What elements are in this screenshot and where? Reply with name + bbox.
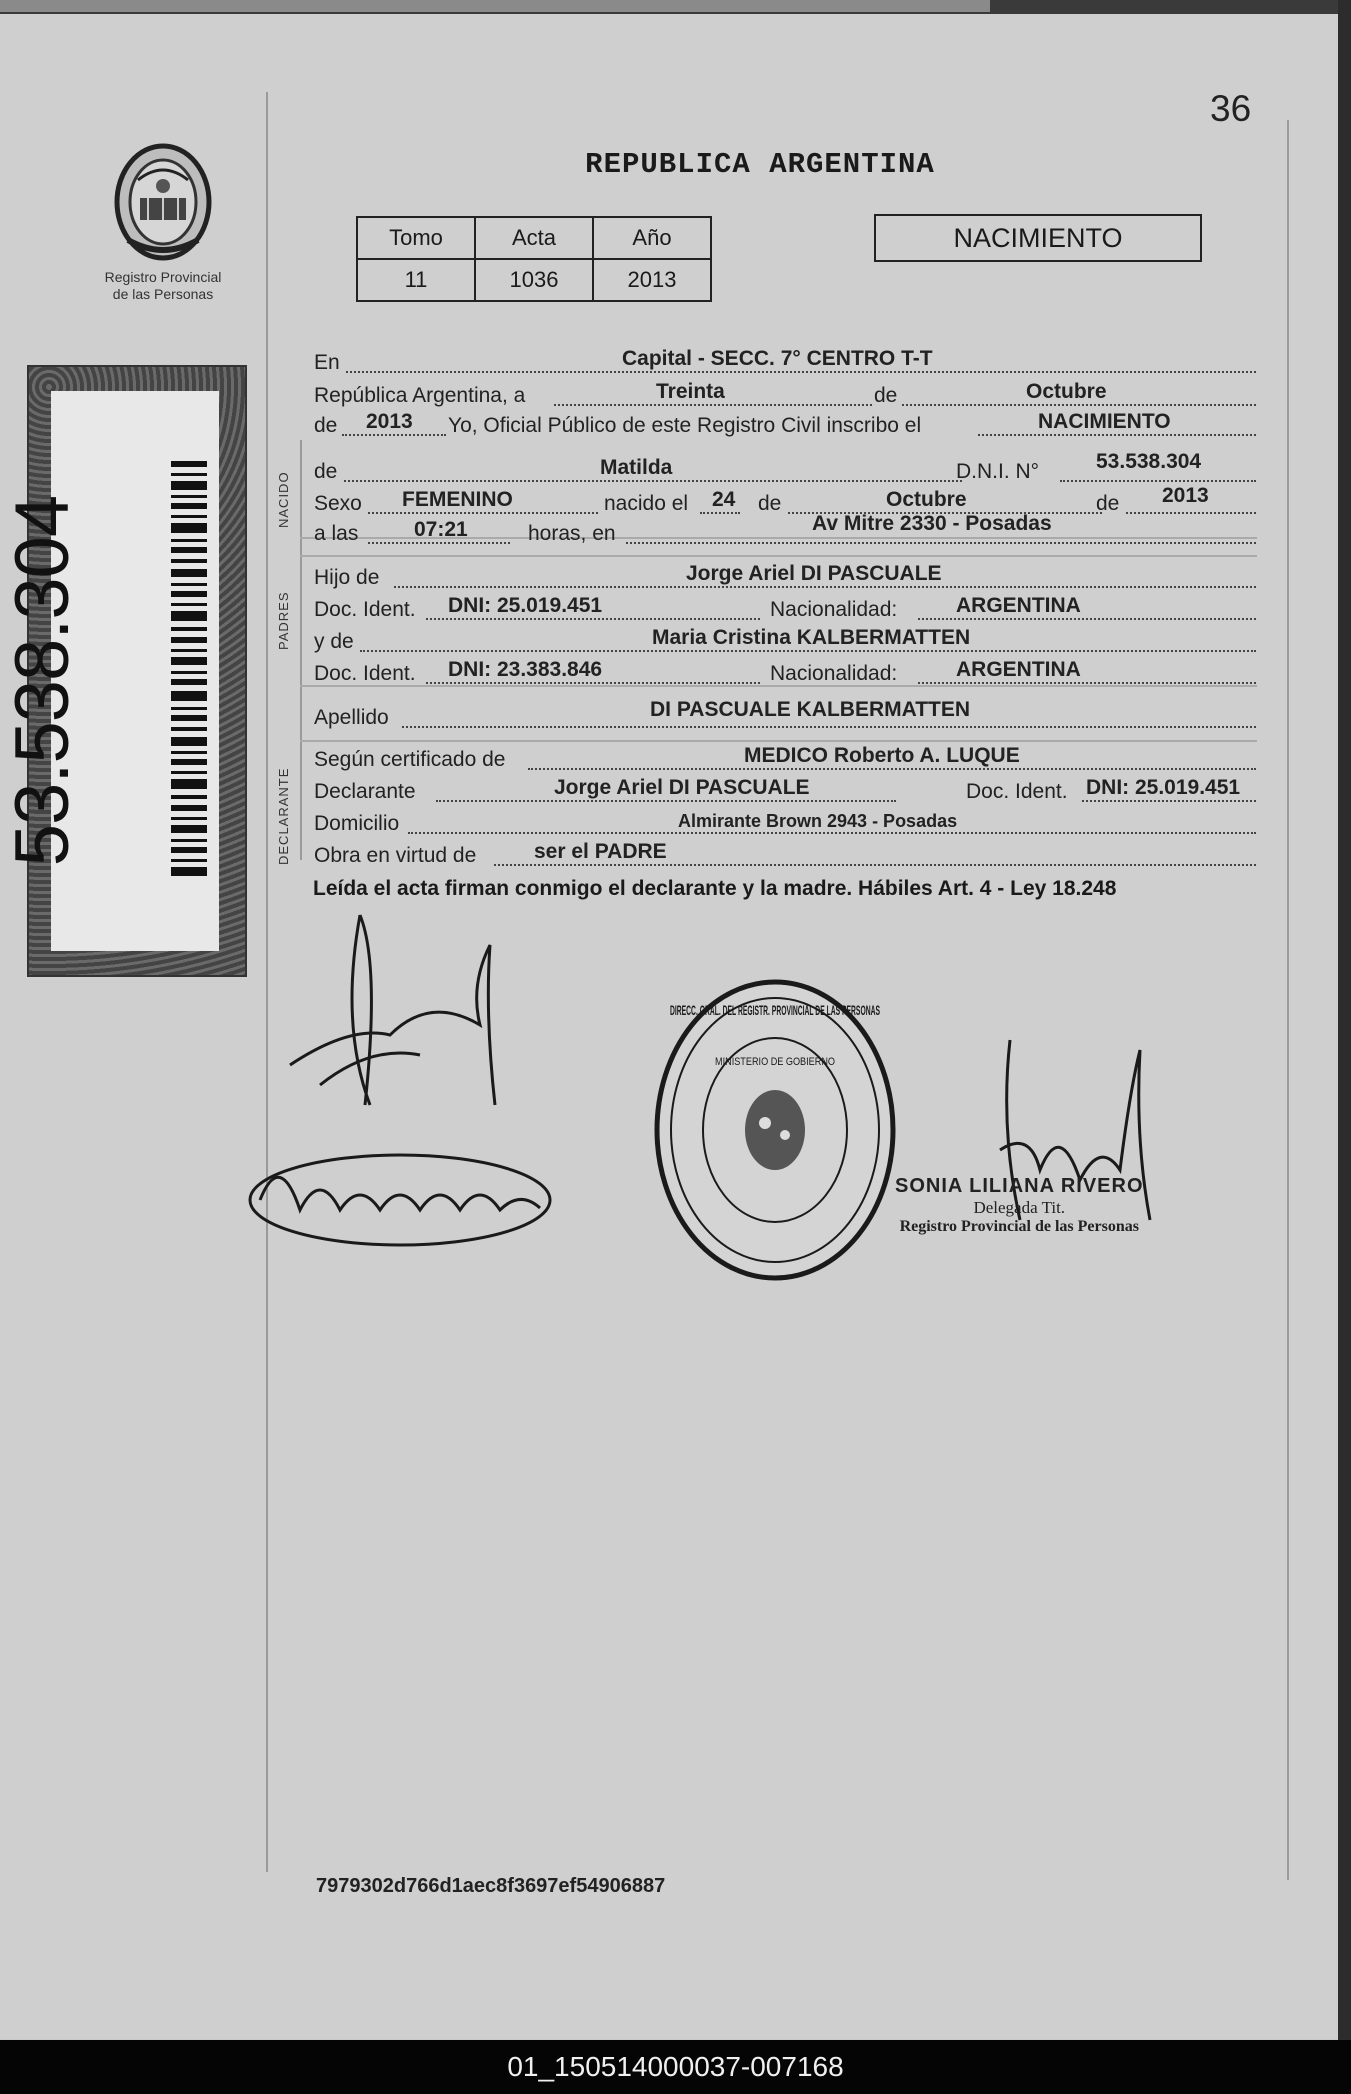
- dotted-line: [494, 864, 1256, 866]
- row-apellido: [314, 700, 1256, 732]
- form-left-line: [300, 440, 302, 860]
- value-nacido-dia: 24: [712, 488, 736, 511]
- barcode-number: 53.538.304: [0, 495, 85, 867]
- dotted-line: [918, 618, 1256, 620]
- label-de: de: [874, 384, 898, 407]
- value-anio: 2013: [593, 259, 711, 301]
- dotted-line: [1126, 512, 1256, 514]
- value-sexo: FEMENINO: [402, 488, 513, 511]
- row-madre: [314, 624, 1256, 656]
- label-doc-padre: Doc. Ident.: [314, 598, 416, 621]
- header-anio: Año: [593, 217, 711, 259]
- row-oficial: [314, 408, 1256, 440]
- registry-logo: [98, 140, 228, 303]
- side-label-declarante: DECLARANTE: [276, 767, 291, 865]
- row-hora: [314, 512, 1256, 548]
- value-acta: 1036: [475, 259, 593, 301]
- seal-inner-text: MINISTERIO DE GOBIERNO: [715, 1056, 836, 1068]
- dotted-line: [436, 800, 896, 802]
- left-margin-line: [266, 92, 268, 1872]
- dotted-line: [554, 404, 872, 406]
- label-yde: y de: [314, 630, 354, 653]
- label-nacionalidad-madre: Nacionalidad:: [770, 662, 898, 685]
- section-divider: [300, 555, 1257, 557]
- label-sexo: Sexo: [314, 492, 362, 515]
- dotted-line: [346, 371, 1256, 373]
- barcode-bars: [171, 461, 207, 881]
- value-dni: 53.538.304: [1096, 450, 1202, 473]
- label-alas: a las: [314, 522, 359, 545]
- label-certificado: Según certificado de: [314, 748, 506, 771]
- row-declarante: [314, 774, 1256, 806]
- label-hijo: Hijo de: [314, 566, 380, 589]
- dotted-line: [426, 618, 760, 620]
- declarante-signature: [280, 905, 510, 1125]
- label-obra: Obra en virtud de: [314, 844, 477, 867]
- logo-caption-line1: Registro Provincial: [104, 269, 222, 285]
- dotted-line: [700, 512, 740, 514]
- value-padre-nac: ARGENTINA: [956, 594, 1081, 617]
- page-number: 36: [1210, 88, 1252, 129]
- dotted-line: [902, 404, 1256, 406]
- officer-org: Registro Provincial de las Personas: [899, 1218, 1139, 1235]
- row-padre: [314, 560, 1256, 592]
- value-madre-doc: DNI: 23.383.846: [448, 658, 603, 681]
- seal-outer-text: DIRECC. GRAL. DEL REGISTR. PROVINCIAL DE LAS PERSONAS: [670, 1002, 880, 1018]
- row-padre-doc: [314, 592, 1256, 624]
- provincia-de-misiones-emblem: [108, 140, 218, 265]
- header-acta: Acta: [475, 217, 593, 259]
- value-padre-doc: DNI: 25.019.451: [448, 594, 603, 617]
- dotted-line: [1082, 800, 1256, 802]
- label-dni: D.N.I. N°: [956, 460, 1040, 483]
- dotted-line: [360, 650, 1256, 652]
- document-hash: 7979302d766d1aec8f3697ef54906887: [316, 1875, 666, 1897]
- dotted-line: [1060, 480, 1256, 482]
- label-en: En: [314, 351, 340, 374]
- dotted-line: [978, 434, 1256, 436]
- label-horas: horas, en: [528, 522, 616, 545]
- row-nombre: [314, 450, 1256, 486]
- value-nacido-anio: 2013: [1162, 484, 1209, 507]
- officer-stamp: [895, 1175, 1144, 1236]
- label-apellido: Apellido: [314, 706, 389, 729]
- madre-signature: [240, 1140, 580, 1260]
- value-apellido: DI PASCUALE KALBERMATTEN: [650, 698, 971, 721]
- value-padre: Jorge Ariel DI PASCUALE: [686, 562, 942, 585]
- value-tomo: 11: [357, 259, 475, 301]
- value-obra: ser el PADRE: [534, 840, 667, 863]
- document-title: REPUBLICA ARGENTINA: [585, 148, 935, 181]
- value-anio: 2013: [366, 410, 413, 433]
- value-lugar: Av Mitre 2330 - Posadas: [812, 512, 1052, 535]
- label-de3: de: [758, 492, 782, 515]
- registry-table: [356, 216, 712, 302]
- value-nombre: Matilda: [600, 456, 673, 479]
- label-de2: de: [314, 414, 338, 437]
- scan-file-id: 01_150514000037-007168: [507, 2051, 844, 2082]
- scan-top-edge-light: [0, 0, 990, 12]
- record-type-box: NACIMIENTO: [874, 214, 1202, 262]
- row-obra: [314, 838, 1256, 870]
- label-domicilio: Domicilio: [314, 812, 400, 835]
- label-declarante: Declarante: [314, 780, 416, 803]
- side-label-padres: PADRES: [276, 591, 291, 650]
- dotted-line: [342, 434, 446, 436]
- value-madre: Maria Cristina KALBERMATTEN: [652, 626, 971, 649]
- value-en: Capital - SECC. 7° CENTRO T-T: [622, 347, 933, 370]
- row-sexo: [314, 486, 1256, 518]
- barcode-sticker: [0, 365, 247, 977]
- label-doc-madre: Doc. Ident.: [314, 662, 416, 685]
- row-certificado: [314, 742, 1256, 774]
- side-label-nacido: NACIDO: [276, 471, 291, 528]
- barcode-label: [0, 391, 219, 951]
- label-de4: de: [1096, 492, 1120, 515]
- dotted-line: [408, 832, 1256, 834]
- registry-table-header: [357, 217, 711, 259]
- value-declarante: Jorge Ariel DI PASCUALE: [554, 776, 810, 799]
- label-nombre: de: [314, 460, 338, 483]
- scan-footer: [0, 2040, 1351, 2094]
- officer-name: SONIA LILIANA RIVERO: [895, 1175, 1144, 1197]
- row-republica: [314, 378, 1256, 410]
- logo-caption-line2: de las Personas: [112, 286, 214, 302]
- dotted-line: [368, 542, 510, 544]
- value-certificado: MEDICO Roberto A. LUQUE: [744, 744, 1020, 767]
- dotted-line: [402, 726, 1256, 728]
- header-tomo: Tomo: [357, 217, 475, 259]
- row-en: [314, 345, 1256, 377]
- officer-role: Delegada Tit.: [973, 1198, 1066, 1217]
- official-seal: [650, 975, 900, 1285]
- closing-statement: Leída el acta firman conmigo el declarante y la madre. Hábiles Art. 4 - Ley 18.248: [313, 877, 1117, 900]
- value-dia: Treinta: [656, 380, 725, 403]
- value-inscribo: NACIMIENTO: [1038, 410, 1171, 433]
- value-declarante-doc: DNI: 25.019.451: [1086, 776, 1241, 799]
- value-madre-nac: ARGENTINA: [956, 658, 1081, 681]
- label-declarante-doc: Doc. Ident.: [966, 780, 1068, 803]
- row-madre-doc: [314, 656, 1256, 688]
- dotted-line: [394, 586, 1256, 588]
- dotted-line: [368, 512, 598, 514]
- right-margin-line: [1287, 120, 1289, 1880]
- dotted-line: [918, 682, 1256, 684]
- dotted-line: [426, 682, 760, 684]
- dotted-line: [626, 542, 1256, 544]
- label-nacido: nacido el: [604, 492, 689, 515]
- registry-table-values: [357, 259, 711, 301]
- value-nacido-mes: Octubre: [886, 488, 967, 511]
- label-oficial: Yo, Oficial Público de este Registro Civil inscribo el: [448, 414, 922, 437]
- value-hora: 07:21: [414, 518, 468, 541]
- value-domicilio: Almirante Brown 2943 - Posadas: [678, 811, 958, 831]
- label-nacionalidad-padre: Nacionalidad:: [770, 598, 898, 621]
- scan-right-edge: [1338, 0, 1351, 2040]
- dotted-line: [528, 768, 1256, 770]
- dotted-line: [344, 480, 962, 482]
- label-republica: República Argentina, a: [314, 384, 526, 407]
- value-mes: Octubre: [1026, 380, 1107, 403]
- row-domicilio: [314, 806, 1256, 838]
